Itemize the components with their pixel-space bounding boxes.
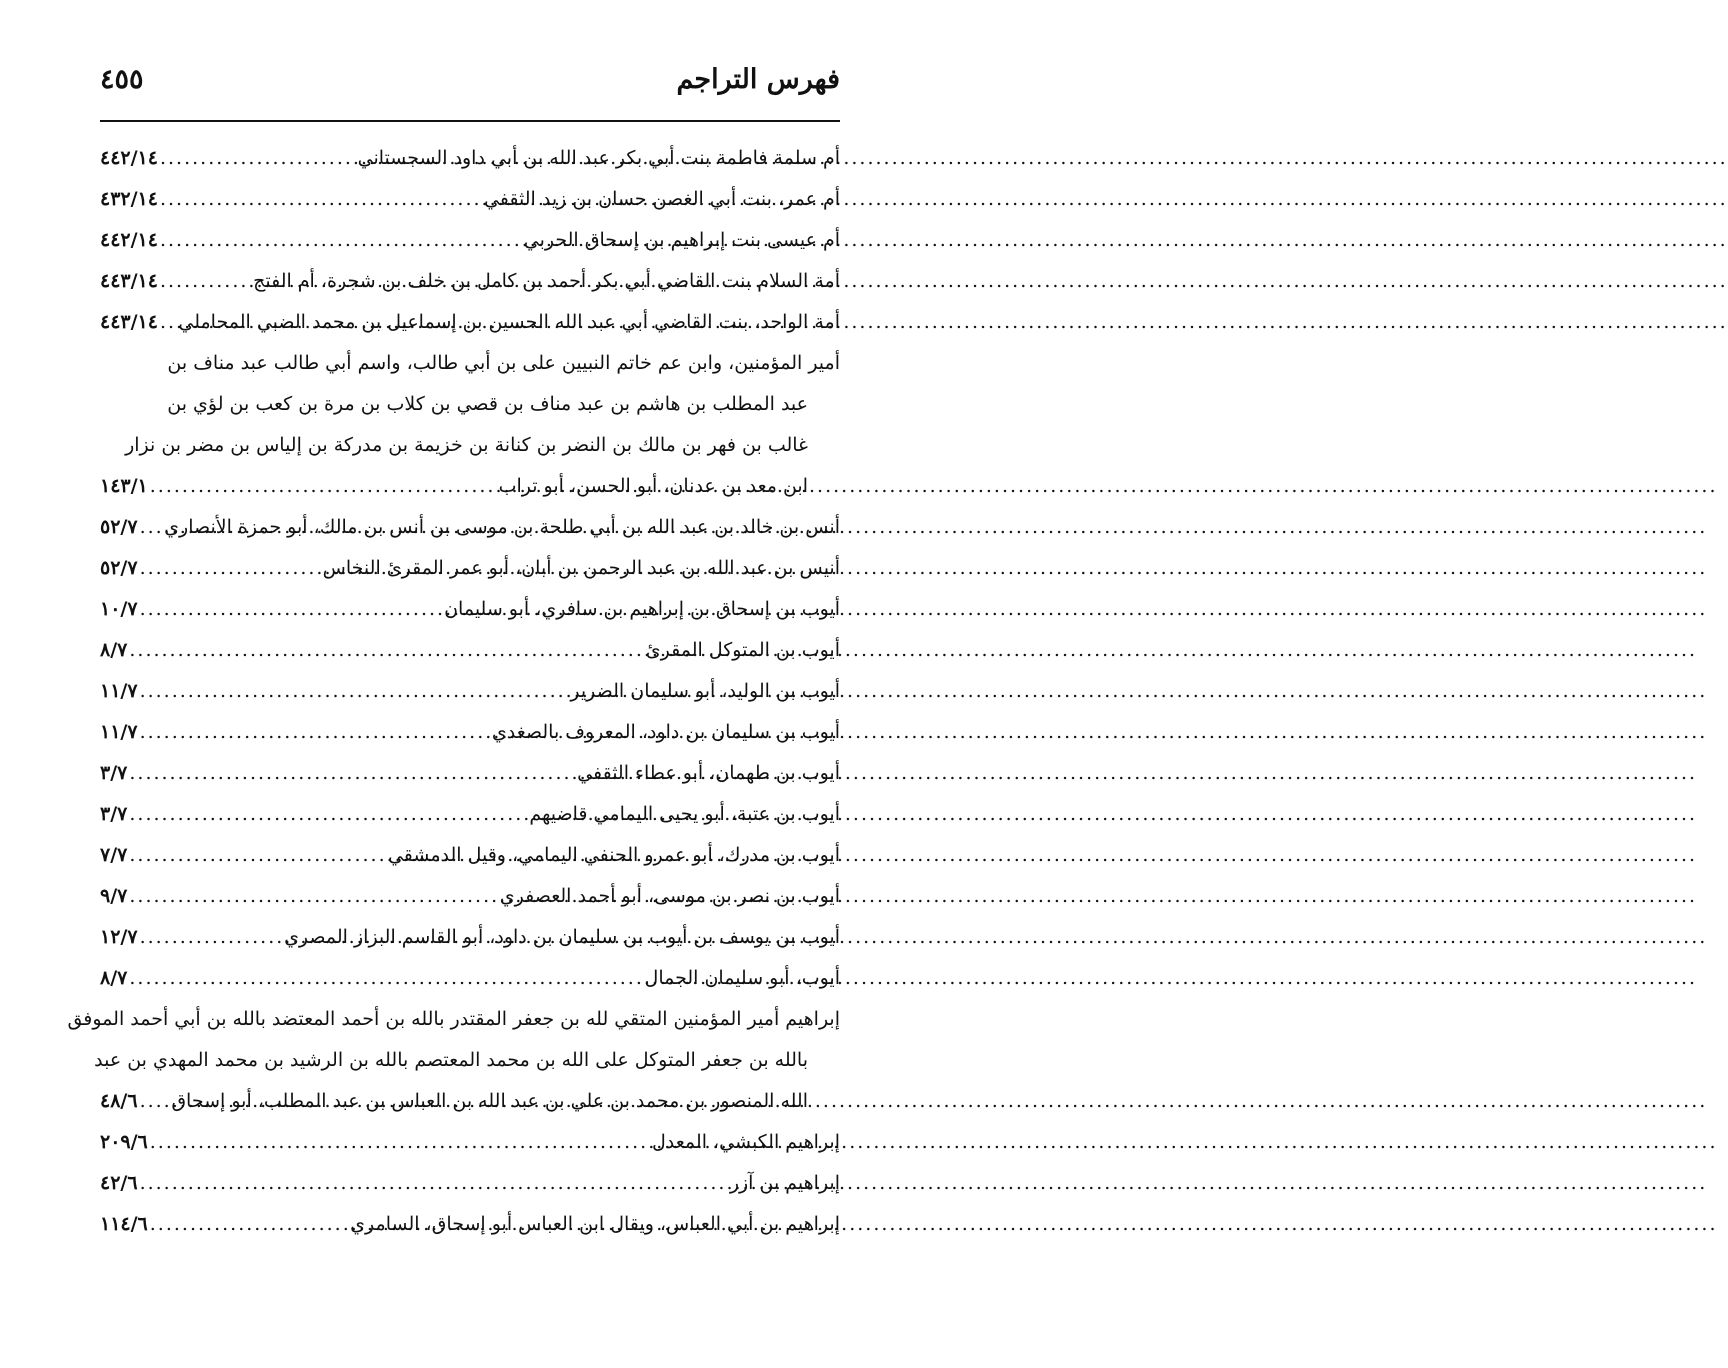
- dot-leader: [140, 589, 445, 630]
- dot-leader: [160, 261, 253, 302]
- entry-name: أنس بن خالد بن عبد الله بن أبي طلحة بن موسى بن أنس بن مالك، أبو حمزة الأنصاري: [164, 516, 840, 538]
- entry-line: [100, 1204, 840, 1245]
- entry-name: غالب بن فهر بن مالك بن النضر بن كنانة بن خزيمة بن مدركة بن إلياس بن مضر بن نزار: [125, 434, 808, 456]
- entry-name: إبراهيم بن أبي العباس، ويقال ابن العباس أبو إسحاق، السامري: [350, 1213, 840, 1235]
- volume-page-ref: ٥٢/٧: [100, 516, 138, 538]
- dot-leader: [160, 220, 524, 261]
- entry-name: أيوب بن يوسف بن أيوب بن سليمان بن داود، أبو القاسم البزاز المصري: [284, 926, 840, 948]
- entry-line: [100, 507, 840, 548]
- volume-page-ref: ٨/٧: [100, 967, 128, 989]
- entry-line: [100, 548, 840, 589]
- dot-leader: [160, 179, 484, 220]
- volume-page-ref: ٨/٧: [100, 639, 128, 661]
- dot-leader: [150, 1204, 350, 1245]
- entry-line: [100, 179, 840, 220]
- header-rule: [100, 120, 840, 122]
- dot-leader: [129, 794, 529, 835]
- index-entry: [100, 548, 840, 589]
- entry-name: أيوب بن إسحاق بن إبراهيم بن سافري، أبو سليمان: [444, 598, 840, 620]
- entry-line: [100, 794, 840, 835]
- dot-leader: [129, 630, 645, 671]
- dot-leader: [140, 548, 323, 589]
- index-entry: [100, 261, 840, 302]
- index-entry: [100, 220, 840, 261]
- dot-leader: [129, 958, 644, 999]
- index-entry: [100, 630, 840, 671]
- dot-leader: [160, 302, 178, 343]
- volume-page-ref: ٤٤٢/١٤: [100, 147, 158, 169]
- entry-name: أمة الواحد، بنت القاضي أبي عبد الله الحسين بن إسماعيل بن محمد الضبي المحاملي: [178, 311, 840, 333]
- entry-name: عبد المطلب بن هاشم بن عبد مناف بن قصي بن كلاب بن مرة بن كعب بن لؤي بن: [167, 393, 808, 415]
- index-entry: [100, 1163, 840, 1204]
- entry-name: أيوب بن عتبة، أبو يحيى اليمامي قاضيهم: [529, 803, 840, 825]
- entry-name: أيوب بن سليمان بن داود، المعروف بالصغدي: [491, 721, 840, 743]
- volume-page-ref: ٤٤٣/١٤: [100, 311, 158, 333]
- entry-continuation-line: [100, 466, 840, 507]
- index-entry: [100, 302, 840, 343]
- volume-page-ref: ٣/٧: [100, 803, 128, 825]
- entry-name: إبراهيم الكبشي، المعدل: [651, 1131, 840, 1153]
- dot-leader: [129, 876, 499, 917]
- page-number: ٤٥٥: [100, 64, 144, 95]
- dot-leader: [140, 1163, 730, 1204]
- index-entry: [100, 835, 840, 876]
- dot-leader: [150, 466, 499, 507]
- entry-line: [100, 630, 840, 671]
- entry-line: [100, 835, 840, 876]
- entry-line: [100, 343, 840, 384]
- index-entry: [100, 179, 840, 220]
- volume-page-ref: ١٤٣/١: [100, 475, 148, 497]
- entry-name: أيوب بن الوليد، أبو سليمان الضرير: [570, 680, 840, 702]
- entry-line: [67, 999, 840, 1040]
- index-entry: [100, 507, 840, 548]
- volume-page-ref: ٤٢/٦: [100, 1172, 138, 1194]
- dot-leader: [140, 507, 165, 548]
- entry-line: [100, 712, 840, 753]
- entry-name: أيوب بن المتوكل المقرئ: [645, 639, 840, 661]
- dot-leader: [140, 1081, 172, 1122]
- entry-name: أمة السلام بنت القاضي أبي بكر أحمد بن كامل بن خلف بن شجرة، أم الفتح: [253, 270, 840, 292]
- entry-line: [100, 1122, 840, 1163]
- dot-leader: [140, 712, 492, 753]
- entry-name: أمير المؤمنين، وابن عم خاتم النبيين على بن أبي طالب، واسم أبي طالب عبد مناف بن: [167, 352, 840, 374]
- index-entry: [100, 794, 840, 835]
- volume-page-ref: ٤٣٢/١٤: [100, 188, 158, 210]
- volume-page-ref: ٢٠٩/٦: [100, 1131, 148, 1153]
- entry-name: أم سلمة فاطمة بنت أبي بكر عبد الله بن أبي داود السجستاني: [357, 147, 840, 169]
- volume-page-ref: ٧/٧: [100, 844, 128, 866]
- entry-name: الله المنصور بن محمد بن علي بن عبد الله بن العباس بن عبد المطلب، أبو إسحاق: [171, 1090, 808, 1112]
- volume-page-ref: ٤٨/٦: [100, 1090, 138, 1112]
- index-entry: [100, 1204, 840, 1245]
- entry-line: [100, 261, 840, 302]
- dot-leader: [140, 671, 571, 712]
- entry-continuation-line: [100, 1081, 840, 1122]
- entry-continuation-line: [94, 1040, 840, 1081]
- volume-page-ref: ٩/٧: [100, 885, 128, 907]
- volume-page-ref: ٣/٧: [100, 762, 128, 784]
- entry-name: إبراهيم بن آزر: [729, 1172, 840, 1194]
- entry-name: أنيس بن عبد الله بن عبد الرحمن بن أبان، أبو عمر المقرئ النخاس: [322, 557, 840, 579]
- entry-line: [100, 671, 840, 712]
- entry-name: أم عمر، بنت أبي الغصن حسان بن زيد الثقفي: [483, 188, 840, 210]
- index-entry: [100, 1122, 840, 1163]
- entry-name: بالله بن جعفر المتوكل على الله بن محمد المعتصم بالله بن الرشيد بن محمد المهدي بن عبد: [94, 1049, 808, 1071]
- volume-page-ref: ١٢/٧: [100, 926, 138, 948]
- index-entry: [100, 712, 840, 753]
- volume-page-ref: ٥٢/٧: [100, 557, 138, 579]
- index-entry: [100, 138, 840, 179]
- index-entry: [100, 343, 840, 507]
- entry-line: [100, 589, 840, 630]
- entry-line: [100, 958, 840, 999]
- dot-leader: [129, 753, 577, 794]
- entry-line: [100, 302, 840, 343]
- volume-page-ref: ١١/٧: [100, 721, 138, 743]
- entry-line: [100, 753, 840, 794]
- index-entry: [100, 876, 840, 917]
- dot-leader: [150, 1122, 652, 1163]
- index-entry: [100, 753, 840, 794]
- index-entry: [100, 917, 840, 958]
- entry-name: أيوب بن نصر بن موسى، أبو أحمد العصفري: [499, 885, 840, 907]
- index-entries: [67, 138, 840, 1245]
- dot-leader: [160, 138, 358, 179]
- entry-name: أم عيسى بنت إبراهيم بن إسحاق الحربي: [523, 229, 840, 251]
- entry-name: أيوب بن طهمان، أبو عطاء الثقفي: [577, 762, 840, 784]
- index-entry: [100, 589, 840, 630]
- entry-line: [100, 1163, 840, 1204]
- running-title: فهرس التراجم: [676, 64, 840, 95]
- entry-line: [100, 876, 840, 917]
- dot-leader: [129, 835, 388, 876]
- index-entry: [100, 671, 840, 712]
- entry-line: [100, 917, 840, 958]
- entry-name: إبراهيم أمير المؤمنين المتقي لله بن جعفر المقتدر بالله بن أحمد المعتضد بالله بن أبي أحمد الموفق: [67, 1008, 840, 1030]
- page-header: [100, 64, 840, 110]
- volume-page-ref: ١١/٧: [100, 680, 138, 702]
- entry-name: أيوب، أبو سليمان الجمال: [644, 967, 840, 989]
- index-entry: [67, 999, 840, 1122]
- entry-name: ابن معد بن عدنان، أبو الحسن، أبو تراب: [498, 475, 808, 497]
- entry-continuation-line: [100, 384, 840, 425]
- volume-page-ref: ٤٤٣/١٤: [100, 270, 158, 292]
- dot-leader: [140, 917, 285, 958]
- entry-name: أيوب بن مدرك، أبو عمرو الحنفي اليمامي، وقيل الدمشقي: [387, 844, 840, 866]
- entry-continuation-line: [100, 425, 840, 466]
- entry-line: [100, 138, 840, 179]
- index-entry: [100, 958, 840, 999]
- entry-line: [100, 220, 840, 261]
- volume-page-ref: ١٠/٧: [100, 598, 138, 620]
- volume-page-ref: ١١٤/٦: [100, 1213, 148, 1235]
- volume-page-ref: ٤٤٢/١٤: [100, 229, 158, 251]
